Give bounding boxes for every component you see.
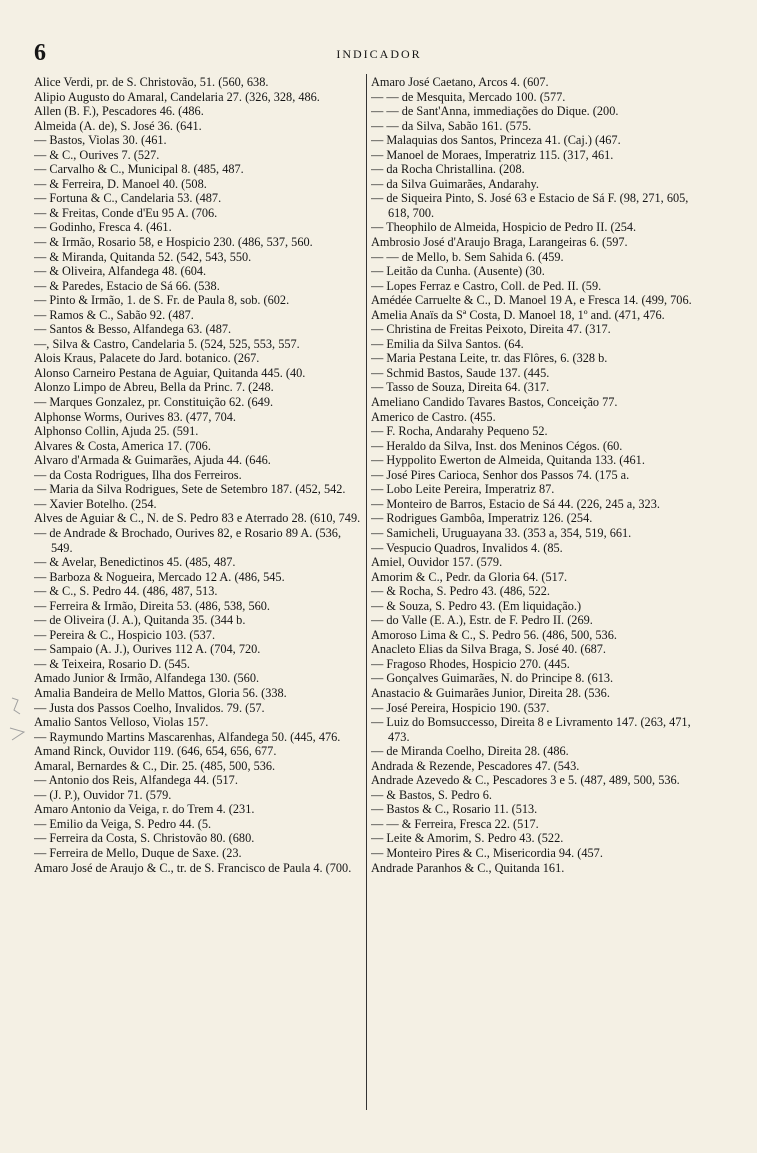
directory-entry: — de Siqueira Pinto, S. José 63 e Estacio de Sá F. (98, 271, 605, 618, 700. (371, 191, 689, 220)
directory-entry: — Ferreira de Mello, Duque de Saxe. (23. (34, 845, 242, 860)
directory-entry: Amalia Bandeira de Mello Mattos, Gloria 56. (338. (34, 685, 287, 700)
directory-entry: — do Valle (E. A.), Estr. de F. Pedro II. (269. (371, 613, 593, 628)
directory-entry: — Santos & Besso, Alfandega 63. (487. (34, 322, 232, 337)
directory-entry: Alvares & Costa, America 17. (706. (34, 438, 211, 453)
directory-entry: — F. Rocha, Andarahy Pequeno 52. (371, 424, 548, 439)
directory-entry: — José Pereira, Hospicio 190. (537. (371, 700, 550, 715)
directory-entry: — Emilio da Veiga, S. Pedro 44. (5. (34, 816, 212, 831)
directory-entry: — Christina de Freitas Peixoto, Direita 47. (317. (371, 322, 611, 337)
directory-entry: — & Paredes, Estacio de Sá 66. (538. (34, 278, 220, 293)
directory-entry: Alonzo Limpo de Abreu, Bella da Princ. 7. (248. (34, 380, 274, 395)
directory-entry: — & Ferreira, D. Manoel 40. (508. (34, 176, 207, 191)
directory-entry: — — de Mello, b. Sem Sahida 6. (459. (371, 249, 564, 264)
directory-entry: — & Oliveira, Alfandega 48. (604. (34, 264, 207, 279)
directory-entry: Amaro José Caetano, Arcos 4. (607. (371, 75, 549, 89)
directory-entry: — & C., S. Pedro 44. (486, 487, 513. (34, 584, 218, 599)
directory-entry: — Emilia da Silva Santos. (64. (371, 336, 524, 351)
directory-entry: Andrade Azevedo & C., Pescadores 3 e 5. (487, 489, 500, 536. (371, 773, 680, 788)
directory-entry: Alvaro d'Armada & Guimarães, Ajuda 44. (646. (34, 453, 271, 468)
directory-entry: — Heraldo da Silva, Inst. dos Meninos Cégos. (60. (371, 438, 623, 453)
directory-entry: Amédée Carruelte & C., D. Manoel 19 A, e Fresca 14. (499, 706. (371, 293, 692, 308)
directory-entry: Alphonse Worms, Ourives 83. (477, 704. (34, 409, 237, 424)
directory-entry: — Xavier Botelho. (254. (34, 496, 157, 511)
directory-entry: Amaral, Bernardes & C., Dir. 25. (485, 500, 536. (34, 758, 276, 773)
directory-entry: — Ferreira da Costa, S. Christovão 80. (680. (34, 831, 255, 846)
directory-entry: — Luiz do Bomsuccesso, Direita 8 e Livramento 147. (263, 471, 473. (371, 715, 691, 744)
directory-entry: — — da Silva, Sabão 161. (575. (371, 118, 532, 133)
directory-entry: — & Miranda, Quitanda 52. (542, 543, 550. (34, 249, 252, 264)
directory-entry: — Ramos & C., Sabão 92. (487. (34, 307, 194, 322)
directory-entry: —, Silva & Castro, Candelaria 5. (524, 525, 553, 557. (34, 336, 300, 351)
directory-entry: — & Avelar, Benedictinos 45. (485, 487. (34, 555, 236, 570)
directory-entry: — Monteiro de Barros, Estacio de Sá 44. (226, 245 a, 323. (371, 496, 660, 511)
directory-entry: Alipio Augusto do Amaral, Candelaria 27. (326, 328, 486. (34, 89, 320, 104)
directory-entry: — Carvalho & C., Municipal 8. (485, 487. (34, 162, 244, 177)
directory-entry: — Bastos & C., Rosario 11. (513. (371, 802, 538, 817)
directory-entry: Amaro José de Araujo & C., tr. de S. Francisco de Paula 4. (700. (34, 860, 352, 875)
directory-entry: — Godinho, Fresca 4. (461. (34, 220, 172, 235)
directory-entry: — Antonio dos Reis, Alfandega 44. (517. (34, 773, 238, 788)
directory-entry: Andrada & Rezende, Pescadores 47. (543. (371, 758, 580, 773)
directory-entry: Amiel, Ouvidor 157. (579. (371, 555, 503, 570)
directory-entry: Anacleto Elias da Silva Braga, S. José 40. (687. (371, 642, 606, 657)
directory-entry: Andrade Paranhos & C., Quitanda 161. (371, 860, 565, 875)
pencil-mark-icon (4, 688, 44, 758)
directory-entry: Amelia Anaïs da Sª Costa, D. Manoel 18, 1º and. (471, 476. (371, 307, 665, 322)
directory-entry: Ameliano Candido Tavares Bastos, Conceição 77. (371, 395, 618, 410)
directory-entry: — Pinto & Irmão, 1. de S. Fr. de Paula 8, sob. (602. (34, 293, 290, 308)
directory-entry: — & C., Ourives 7. (527. (34, 147, 160, 162)
directory-entry: — da Silva Guimarães, Andarahy. (371, 176, 539, 191)
directory-entry: — & Freitas, Conde d'Eu 95 A. (706. (34, 205, 218, 220)
directory-entry: — José Pires Carioca, Senhor dos Passos 74. (175 a. (371, 467, 630, 482)
directory-entry: — Manoel de Moraes, Imperatriz 115. (317, 461. (371, 147, 614, 162)
directory-entry: Amaro Antonio da Veiga, r. do Trem 4. (231. (34, 802, 255, 817)
directory-entry: — Pereira & C., Hospicio 103. (537. (34, 627, 216, 642)
directory-entry: Alphonso Collin, Ajuda 25. (591. (34, 424, 199, 439)
directory-entry: Alice Verdi, pr. de S. Christovão, 51. (560, 638. (34, 75, 269, 89)
directory-entry: — Rodrigues Gambôa, Imperatriz 126. (254. (371, 511, 593, 526)
directory-entry: — (J. P.), Ouvidor 71. (579. (34, 787, 172, 802)
directory-entry: — Maria Pestana Leite, tr. das Flôres, 6. (328 b. (371, 351, 608, 366)
directory-entry: — & Souza, S. Pedro 43. (Em liquidação.) (371, 598, 582, 613)
directory-entry: Amalio Santos Velloso, Violas 157. (34, 715, 209, 730)
directory-entry: Amado Junior & Irmão, Alfandega 130. (560. (34, 671, 260, 686)
directory-entry: — & Bastos, S. Pedro 6. (371, 787, 492, 802)
directory-entry: — da Costa Rodrigues, Ilha dos Ferreiros. (34, 467, 242, 482)
directory-entry: — — & Ferreira, Fresca 22. (517. (371, 816, 539, 831)
directory-entry: — da Rocha Christallina. (208. (371, 162, 525, 177)
left-column (34, 75, 362, 1115)
directory-entry: — & Irmão, Rosario 58, e Hospicio 230. (486, 537, 560. (34, 235, 313, 250)
directory-entry: Alois Kraus, Palacete do Jard. botanico. (267. (34, 351, 260, 366)
directory-entry: — Vespucio Quadros, Invalidos 4. (85. (371, 540, 563, 555)
directory-entry: Alonso Carneiro Pestana de Aguiar, Quitanda 445. (40. (34, 365, 306, 380)
directory-entry: — Malaquias dos Santos, Princeza 41. (Caj.) (467. (371, 133, 621, 148)
directory-entry: Ambrosio José d'Araujo Braga, Larangeiras 6. (597. (371, 235, 628, 250)
directory-entry: Anastacio & Guimarães Junior, Direita 28. (536. (371, 685, 610, 700)
directory-entry: Amoroso Lima & C., S. Pedro 56. (486, 500, 536. (371, 627, 617, 642)
directory-entry: — Leite & Amorim, S. Pedro 43. (522. (371, 831, 564, 846)
directory-entry: Almeida (A. de), S. José 36. (641. (34, 118, 202, 133)
directory-entry: — Monteiro Pires & C., Misericordia 94. (457. (371, 845, 603, 860)
directory-entry: — Fragoso Rhodes, Hospicio 270. (445. (371, 656, 570, 671)
directory-entry: — Schmid Bastos, Saude 137. (445. (371, 365, 550, 380)
directory-entry: — Lobo Leite Pereira, Imperatriz 87. (371, 482, 555, 497)
directory-entry: Allen (B. F.), Pescadores 46. (486. (34, 104, 204, 119)
page-header (34, 40, 724, 66)
column-divider (366, 74, 367, 1110)
right-column (371, 75, 699, 1115)
directory-entry: — & Rocha, S. Pedro 43. (486, 522. (371, 584, 550, 599)
directory-entry: Amand Rinck, Ouvidor 119. (646, 654, 656, 677. (34, 744, 277, 759)
directory-entry: — Maria da Silva Rodrigues, Sete de Setembro 187. (452, 542. (34, 482, 346, 497)
directory-entry: — Sampaio (A. J.), Ourives 112 A. (704, 720. (34, 642, 261, 657)
directory-entry: — Theophilo de Almeida, Hospicio de Pedro II. (254. (371, 220, 637, 235)
directory-entry: — — de Sant'Anna, immediações do Dique. (200. (371, 104, 619, 119)
directory-entry: — Leitão da Cunha. (Ausente) (30. (371, 264, 545, 279)
directory-entry: — Lopes Ferraz e Castro, Coll. de Ped. II. (59. (371, 278, 602, 293)
directory-entry: — Fortuna & C., Candelaria 53. (487. (34, 191, 222, 206)
directory-entry: — Hyppolito Ewerton de Almeida, Quitanda 133. (461. (371, 453, 645, 468)
directory-entry: — Raymundo Martins Mascarenhas, Alfandega 50. (445, 476. (34, 729, 341, 744)
directory-entry: — Justa dos Passos Coelho, Invalidos. 79. (57. (34, 700, 265, 715)
directory-entry: — Marques Gonzalez, pr. Constituição 62. (649. (34, 395, 274, 410)
directory-entry: — Gonçalves Guimarães, N. do Principe 8. (613. (371, 671, 614, 686)
directory-entry: — — de Mesquita, Mercado 100. (577. (371, 89, 566, 104)
page-number: 6 (34, 40, 46, 66)
directory-entry: — Tasso de Souza, Direita 64. (317. (371, 380, 550, 395)
directory-entry: Americo de Castro. (455. (371, 409, 496, 424)
directory-entry: Amorim & C., Pedr. da Gloria 64. (517. (371, 569, 568, 584)
directory-entry: — Barboza & Nogueira, Mercado 12 A. (486, 545. (34, 569, 285, 584)
directory-entry: Alves de Aguiar & C., N. de S. Pedro 83 e Aterrado 28. (610, 749. (34, 511, 361, 526)
directory-entry: — & Teixeira, Rosario D. (545. (34, 656, 191, 671)
running-title: INDICADOR (336, 47, 422, 61)
directory-entry: — Bastos, Violas 30. (461. (34, 133, 167, 148)
directory-entry: — de Miranda Coelho, Direita 28. (486. (371, 744, 569, 759)
directory-entry: — de Oliveira (J. A.), Quitanda 35. (344 b. (34, 613, 246, 628)
directory-entry: — Ferreira & Irmão, Direita 53. (486, 538, 560. (34, 598, 270, 613)
directory-entry: — Samicheli, Uruguayana 33. (353 a, 354, 519, 661. (371, 525, 632, 540)
directory-entry: — de Andrade & Brochado, Ourives 82, e Rosario 89 A. (536, 549. (34, 525, 342, 555)
